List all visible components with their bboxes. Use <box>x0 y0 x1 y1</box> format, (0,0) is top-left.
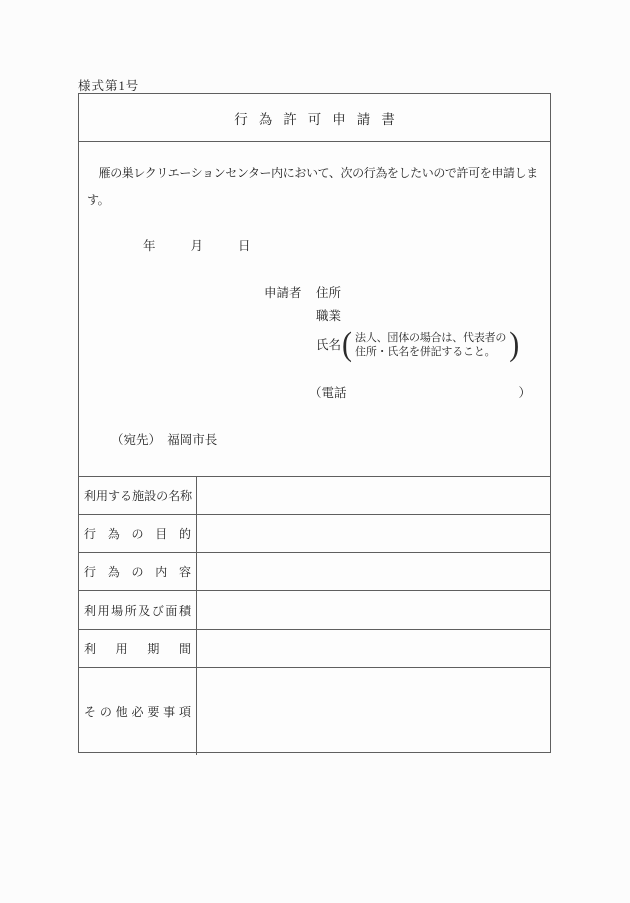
table-row-act-purpose <box>79 515 550 553</box>
applicant-name-label: 氏名 <box>316 338 342 352</box>
row-value-other-items <box>197 668 550 755</box>
form-table <box>79 476 550 755</box>
date-day-label: 日 <box>238 239 251 253</box>
row-label-place-area: 利 用 場 所 及 び 面 積 <box>84 603 191 618</box>
recipient-line: （宛先） 福岡市長 <box>111 433 218 447</box>
phone-label: （電話 <box>309 386 347 400</box>
table-row-place-area <box>79 591 550 630</box>
corporate-note <box>353 331 508 360</box>
row-value-place-area <box>197 591 550 629</box>
note-open-paren: ( <box>342 325 353 363</box>
intro-paragraph: 雁の巣レクリエーションセンター内において、次の行為をしたいので許可を申請します。 <box>87 166 538 207</box>
applicant-block <box>264 284 520 363</box>
form-title-section <box>79 94 550 142</box>
row-value-act-purpose <box>197 515 550 552</box>
applicant-label: 申請者 <box>264 286 302 300</box>
note-close-paren: ) <box>509 325 520 363</box>
table-row-facility-name <box>79 477 550 515</box>
applicant-address-label: 住所 <box>316 286 342 300</box>
corporate-note-group <box>341 325 520 363</box>
applicant-name-row <box>264 325 520 363</box>
row-label-use-period: 利 用 期 間 <box>84 642 191 656</box>
row-label-act-purpose: 行 為 の 目 的 <box>84 527 191 541</box>
row-label-act-content: 行 為 の 内 容 <box>84 565 191 579</box>
row-value-use-period <box>197 630 550 667</box>
date-month-label: 月 <box>190 239 204 253</box>
table-row-use-period <box>79 630 550 668</box>
applicant-occupation-row <box>264 307 520 330</box>
row-value-facility-name <box>197 477 550 514</box>
table-row-act-content <box>79 553 550 591</box>
table-row-other-items <box>79 668 550 755</box>
form-body-section <box>79 142 550 476</box>
phone-close-paren: ） <box>518 386 531 400</box>
corporate-note-line1: 法人、団体の場合は、代表者の <box>355 331 507 344</box>
form-box <box>78 93 551 753</box>
applicant-address-row <box>264 284 520 307</box>
date-line <box>143 236 251 254</box>
form-number: 様式第1号 <box>78 79 140 93</box>
applicant-occupation-label: 職業 <box>316 309 342 323</box>
phone-line <box>309 383 531 401</box>
row-value-act-content <box>197 553 550 590</box>
row-label-facility-name: 利 用 す る 施 設 の 名 称 <box>84 489 193 503</box>
row-label-other-items: そ の 他 必 要 事 項 <box>84 705 191 719</box>
form-title: 行為許可申請書 <box>234 111 406 127</box>
date-year-label: 年 <box>143 239 156 253</box>
corporate-note-line2: 住所・氏名を併記すること。 <box>355 346 496 358</box>
